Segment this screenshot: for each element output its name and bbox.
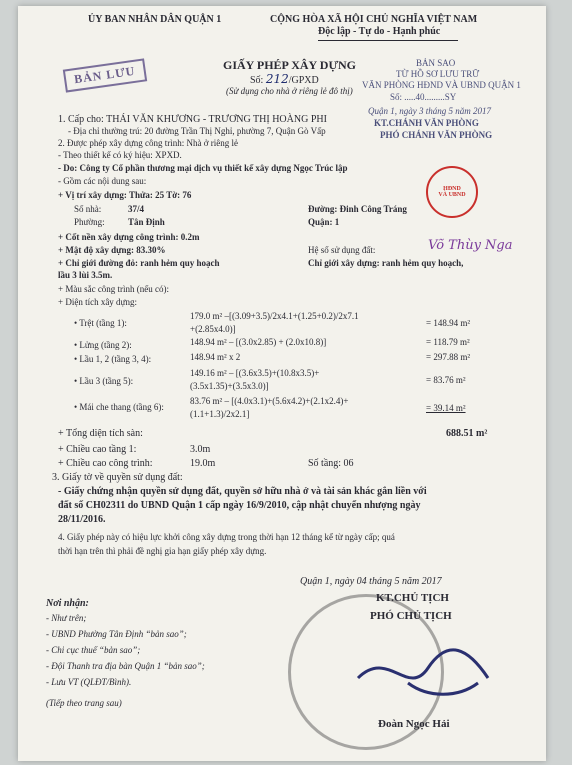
line-location: + Vị trí xây dựng: Thửa: 25 Tờ: 76 [58, 190, 192, 200]
copy-deputy-title: PHÓ CHÁNH VĂN PHÒNG [380, 130, 493, 140]
issue-date: Quận 1, ngày 04 tháng 5 năm 2017 [300, 576, 442, 587]
floor1-height-value: 3.0m [190, 444, 211, 455]
copy-kt-title: KT.CHÁNH VĂN PHÒNG [374, 118, 479, 128]
total-area-label: + Tổng diện tích sàn: [58, 428, 143, 439]
floor-count: Số tầng: 06 [308, 458, 354, 469]
floor-3-label: • Lầu 3 (tầng 5): [74, 376, 134, 386]
document-title: GIẤY PHÉP XÂY DỰNG [223, 58, 356, 72]
signer-title: PHÓ CHỦ TỊCH [370, 610, 452, 622]
national-name: CỘNG HÒA XÃ HỘI CHỦ NGHĨA VIỆT NAM [270, 14, 478, 25]
signer-name: Đoàn Ngọc Hải [378, 718, 450, 730]
ground-floor-result: = 148.94 m² [426, 318, 471, 328]
house-number-label: Số nhà: [74, 204, 102, 214]
copy-number: Số: .....40.........SY [390, 92, 457, 102]
line-color: + Màu sắc công trình (nếu có): [58, 284, 170, 294]
line-grantee: 1. Cấp cho: THÁI VĂN KHƯƠNG - TRƯƠNG THỊ HOÀNG PHI [58, 114, 327, 125]
recipient-item: - Chi cục thuế “bản sao”; [46, 645, 141, 655]
roof-formula-cont: (1.1+1.3)/2x2.1] [190, 409, 250, 419]
house-number-value: 37/4 [128, 204, 145, 214]
national-motto: Độc lập - Tự do - Hạnh phúc [318, 26, 441, 37]
red-seal: HĐND VÀ UBND [426, 166, 478, 218]
copy-source: TỪ HỒ SƠ LƯU TRỮ [396, 69, 480, 79]
recipient-item: - Lưu VT (QLĐT/Bình). [46, 677, 132, 687]
issuing-authority: ỦY BAN NHÂN DÂN QUẬN 1 [88, 14, 222, 25]
signer-kt-title: KT.CHỦ TỊCH [376, 592, 449, 604]
line-land-use-coefficient: Hệ số sử dụng đất: [308, 245, 376, 255]
validity-line-1: 4. Giấy phép này có hiệu lực khởi công xây dựng trong thời hạn 12 tháng kể từ ngày cấp; quá [58, 532, 395, 542]
street: Đường: Đinh Công Tráng [308, 204, 407, 214]
land-cert-line-1: - Giấy chứng nhận quyền sử dụng đất, quyền sở hữu nhà ở và tài sản khác gắn liền với [58, 486, 427, 497]
line-designer: - Do: Công ty Cổ phần thương mại dịch vụ thiết kế xây dựng Ngọc Trúc lập [58, 163, 348, 173]
validity-line-2: thời hạn trên thì phải đề nghị gia hạn giấy phép xây dựng. [58, 546, 267, 556]
continued-note: (Tiếp theo trang sau) [46, 698, 122, 708]
line-contents: - Gồm các nội dung sau: [58, 176, 147, 186]
copy-office: VĂN PHÒNG HĐND VÀ UBND QUẬN 1 [362, 80, 521, 90]
floor-3-result: = 83.76 m² [426, 375, 466, 385]
roof-label: • Mái che thang (tầng 6): [74, 402, 164, 412]
line-address: - Địa chỉ thường trú: 20 đường Trần Thị Nghỉ, phường 7, Quận Gò Vấp [68, 126, 326, 136]
ground-floor-formula: 179.0 m² –[(3.09+3.5)/2x4.1+(1.25+0.2)/2x7.1 [190, 311, 359, 321]
total-area-value: 688.51 m² [446, 428, 488, 439]
recipient-item: - Như trên; [46, 613, 87, 623]
line-density: + Mật độ xây dựng: 83.30% [58, 245, 166, 255]
line-setback: lầu 3 lùi 3.5m. [58, 270, 113, 280]
copy-label: BẢN SAO [416, 58, 456, 68]
archive-stamp: BẢN LƯU [63, 58, 147, 92]
floor1-height-label: + Chiều cao tầng 1: [58, 444, 137, 455]
permit-document [18, 6, 546, 761]
document-subtitle: (Sử dụng cho nhà ở riêng lẻ đô thị) [226, 86, 353, 96]
roof-formula: 83.76 m² – [(4.0x3.1)+(5.6x4.2)+(2.1x2.4)+ [190, 396, 349, 406]
mezzanine-label: • Lửng (tầng 2): [74, 340, 132, 350]
floor-3-formula-cont: (3.5x1.35)+(3.5x3.0)] [190, 381, 269, 391]
recipients-title: Nơi nhận: [46, 598, 89, 609]
district: Quận: 1 [308, 217, 340, 227]
ward-value: Tân Định [128, 217, 165, 227]
ward-label: Phường: [74, 217, 105, 227]
building-height-label: + Chiều cao công trình: [58, 458, 153, 469]
line-permitted-work: 2. Được phép xây dựng công trình: Nhà ở riêng lẻ [58, 138, 238, 148]
permit-number: Số: 212/GPXD [250, 72, 319, 86]
floors-1-2-label: • Lầu 1, 2 (tầng 3, 4): [74, 354, 152, 364]
line-design-code: - Theo thiết kế có ký hiệu: XPXD. [58, 150, 182, 160]
ground-floor-label: • Trệt (tầng 1): [74, 318, 127, 328]
copy-date: Quận 1, ngày 3 tháng 5 năm 2017 [368, 106, 491, 116]
recipient-item: - Đội Thanh tra địa bàn Quận 1 “bản sao”; [46, 661, 205, 671]
line-red-boundary: + Chỉ giới đường đỏ: ranh hẻm quy hoạch [58, 258, 220, 268]
ground-floor-formula-cont: +(2.85x4.0)] [190, 324, 236, 334]
signature [348, 638, 508, 708]
copy-signer-name: Võ Thùy Nga [428, 238, 513, 253]
line-build-area: + Diện tích xây dựng: [58, 297, 137, 307]
section-3-title: 3. Giấy tờ về quyền sử dụng đất: [52, 472, 183, 483]
line-build-boundary: Chỉ giới xây dựng: ranh hẻm quy hoạch, [308, 258, 464, 268]
mezzanine-formula: 148.94 m² – [(3.0x2.85) + (2.0x10.8)] [190, 337, 327, 347]
mezzanine-result: = 118.79 m² [426, 337, 470, 347]
floors-1-2-formula: 148.94 m² x 2 [190, 352, 241, 362]
line-foundation-level: + Cốt nền xây dựng công trình: 0.2m [58, 232, 200, 242]
building-height-value: 19.0m [190, 458, 216, 469]
floor-3-formula: 149.16 m² – [(3.6x3.5)+(10.8x3.5)+ [190, 368, 320, 378]
land-cert-line-3: 28/11/2016. [58, 514, 106, 525]
floors-1-2-result: = 297.88 m² [426, 352, 471, 362]
roof-result: = 39.14 m² [426, 403, 466, 413]
recipient-item: - UBND Phường Tân Định “bản sao”; [46, 629, 187, 639]
land-cert-line-2: đất số CH02311 do UBND Quận 1 cấp ngày 16/9/2010, cập nhật chuyển nhượng ngày [58, 500, 421, 511]
